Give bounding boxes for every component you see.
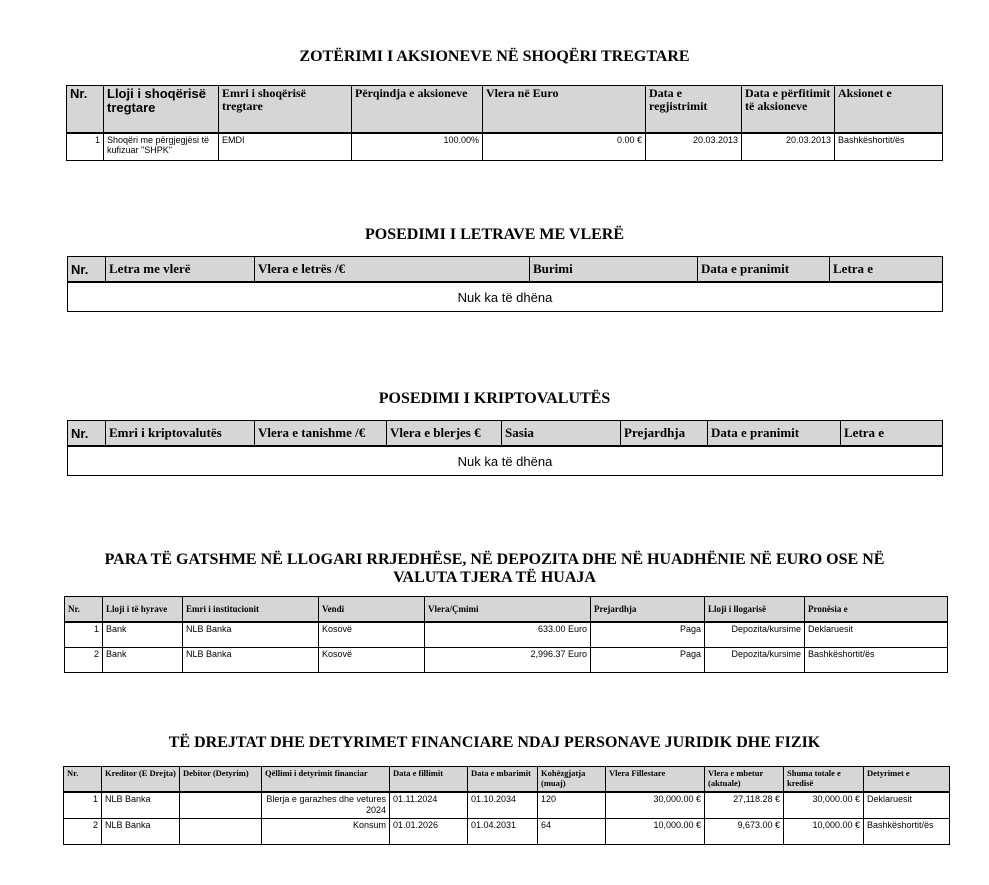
- col-header: Përqindja e aksioneve: [352, 86, 483, 134]
- col-header: Lloji i shoqërisë tregtare: [104, 86, 219, 134]
- cell-start-date: 01.01.2026: [390, 819, 468, 845]
- cell-ownership: Bashkëshortit/ës: [805, 648, 948, 673]
- cell-debtor: [180, 819, 262, 845]
- cell-obligation-of: Bashkëshortit/ës: [864, 819, 950, 845]
- cell-company-name: EMDI: [219, 133, 352, 161]
- col-header: Lloji i të hyrave: [103, 597, 183, 623]
- col-header: Pronësia e: [805, 597, 948, 623]
- shares-header-row: [67, 86, 943, 134]
- col-header: Lloji i llogarisë: [705, 597, 805, 623]
- cell-nr: 1: [67, 133, 104, 161]
- table-row: [65, 648, 948, 673]
- cell-ownership: Deklaruesit: [805, 622, 948, 648]
- col-header: Sasia: [502, 421, 621, 447]
- shares-table: [66, 85, 943, 161]
- cell-value: 2,996.37 Euro: [425, 648, 591, 673]
- cell-origin: Paga: [591, 622, 705, 648]
- cell-income-type: Bank: [103, 622, 183, 648]
- cell-remaining-value: 9,673.00 €: [705, 819, 784, 845]
- cell-purpose: Blerja e garazhes dhe vetures 2024: [262, 792, 390, 819]
- cell-percentage: 100.00%: [352, 133, 483, 161]
- cash-title-line2: VALUTA TJERA TË HUAJA: [393, 569, 596, 586]
- crypto-header-row: [68, 421, 943, 447]
- securities-header-row: [68, 257, 943, 283]
- col-header: Debitor (Detyrim): [180, 767, 262, 793]
- crypto-table: [67, 420, 943, 476]
- cell-initial-value: 10,000.00 €: [606, 819, 705, 845]
- col-header: Burimi: [530, 257, 698, 283]
- col-header: Vlera e mbetur (aktuale): [705, 767, 784, 793]
- cell-nr: 2: [64, 819, 102, 845]
- cell-country: Kosovë: [319, 648, 425, 673]
- col-header: Data e përfitimit të aksioneve: [742, 86, 835, 134]
- col-header: Data e fillimit: [390, 767, 468, 793]
- col-header: Vlera e blerjes €: [387, 421, 502, 447]
- table-row: [67, 133, 943, 161]
- cell-origin: Paga: [591, 648, 705, 673]
- col-header: Kreditor (E Drejta): [102, 767, 180, 793]
- cell-institution: NLB Banka: [183, 622, 319, 648]
- table-row: [64, 792, 950, 819]
- table-row: [65, 622, 948, 648]
- empty-row: [68, 282, 943, 312]
- cell-owner: Bashkëshortit/ës: [835, 133, 943, 161]
- cell-nr: 2: [65, 648, 103, 673]
- col-header: Vlera e letrës /€: [255, 257, 530, 283]
- col-header: Vlera në Euro: [483, 86, 646, 134]
- cell-end-date: 01.10.2034: [468, 792, 538, 819]
- cash-title-line1: PARA TË GATSHME NË LLOGARI RRJEDHËSE, NË DEPOZITA DHE NË HUADHËNIE NË EURO OSE NË: [104, 551, 885, 568]
- col-header: Letra e: [830, 257, 943, 283]
- col-header: Nr.: [68, 257, 106, 283]
- col-header: Kohëzgjatja (muaj): [538, 767, 606, 793]
- cell-initial-value: 30,000.00 €: [606, 792, 705, 819]
- crypto-title: POSEDIMI I KRIPTOVALUTËS: [378, 390, 611, 407]
- col-header: Data e mbarimit: [468, 767, 538, 793]
- cell-total-credit: 30,000.00 €: [784, 792, 864, 819]
- col-header: Vlera e tanishme /€: [255, 421, 387, 447]
- col-header: Letra e: [841, 421, 943, 447]
- cell-income-type: Bank: [103, 648, 183, 673]
- col-header: Emri i institucionit: [183, 597, 319, 623]
- col-header: Nr.: [67, 86, 104, 134]
- col-header: Aksionet e: [835, 86, 943, 134]
- col-header: Vlera Fillestare: [606, 767, 705, 793]
- cell-company-type: Shoqëri me përgjegjësi të kufizuar "SHPK": [104, 133, 219, 161]
- cell-acquisition-date: 20.03.2013: [742, 133, 835, 161]
- col-header: Vendi: [319, 597, 425, 623]
- shares-title: ZOTËRIMI I AKSIONEVE NË SHOQËRI TREGTARE: [299, 48, 690, 65]
- cell-account-type: Depozita/kursime: [705, 648, 805, 673]
- cell-value: 0.00 €: [483, 133, 646, 161]
- cell-country: Kosovë: [319, 622, 425, 648]
- securities-title: POSEDIMI I LETRAVE ME VLERË: [364, 226, 625, 243]
- col-header: Prejardhja: [591, 597, 705, 623]
- col-header: Nr.: [64, 767, 102, 793]
- empty-row: [68, 446, 943, 476]
- cell-obligation-of: Deklaruesit: [864, 792, 950, 819]
- cash-title: [0, 551, 989, 587]
- cell-purpose: Konsum: [262, 819, 390, 845]
- cell-duration: 120: [538, 792, 606, 819]
- col-header: Nr.: [65, 597, 103, 623]
- cell-account-type: Depozita/kursime: [705, 622, 805, 648]
- col-header: Vlera/Çmimi: [425, 597, 591, 623]
- obligations-title: TË DREJTAT DHE DETYRIMET FINANCIARE NDAJ PERSONAVE JURIDIK DHE FIZIK: [168, 734, 821, 751]
- obligations-header-row: [64, 767, 950, 793]
- col-header: Emri i shoqërisë tregtare: [219, 86, 352, 134]
- no-data-message: Nuk ka të dhëna: [68, 282, 943, 312]
- col-header: Emri i kriptovalutës: [106, 421, 255, 447]
- col-header: Detyrimet e: [864, 767, 950, 793]
- col-header: Nr.: [68, 421, 106, 447]
- cell-remaining-value: 27,118.28 €: [705, 792, 784, 819]
- cell-debtor: [180, 792, 262, 819]
- no-data-message: Nuk ka të dhëna: [68, 446, 943, 476]
- col-header: Letra me vlerë: [106, 257, 255, 283]
- cell-total-credit: 10,000.00 €: [784, 819, 864, 845]
- col-header: Qëllimi i detyrimit financiar: [262, 767, 390, 793]
- col-header: Data e pranimit: [698, 257, 830, 283]
- cell-value: 633.00 Euro: [425, 622, 591, 648]
- cell-institution: NLB Banka: [183, 648, 319, 673]
- cell-nr: 1: [65, 622, 103, 648]
- cash-header-row: [65, 597, 948, 623]
- col-header: Data e regjistrimit: [646, 86, 742, 134]
- table-row: [64, 819, 950, 845]
- cash-table: [64, 596, 948, 673]
- cell-duration: 64: [538, 819, 606, 845]
- cell-nr: 1: [64, 792, 102, 819]
- cell-registration-date: 20.03.2013: [646, 133, 742, 161]
- col-header: Shuma totale e kredisë: [784, 767, 864, 793]
- col-header: Prejardhja: [621, 421, 708, 447]
- cell-end-date: 01.04.2031: [468, 819, 538, 845]
- securities-table: [67, 256, 943, 312]
- col-header: Data e pranimit: [708, 421, 841, 447]
- cell-creditor: NLB Banka: [102, 792, 180, 819]
- cell-creditor: NLB Banka: [102, 819, 180, 845]
- obligations-table: [63, 766, 950, 845]
- cell-start-date: 01.11.2024: [390, 792, 468, 819]
